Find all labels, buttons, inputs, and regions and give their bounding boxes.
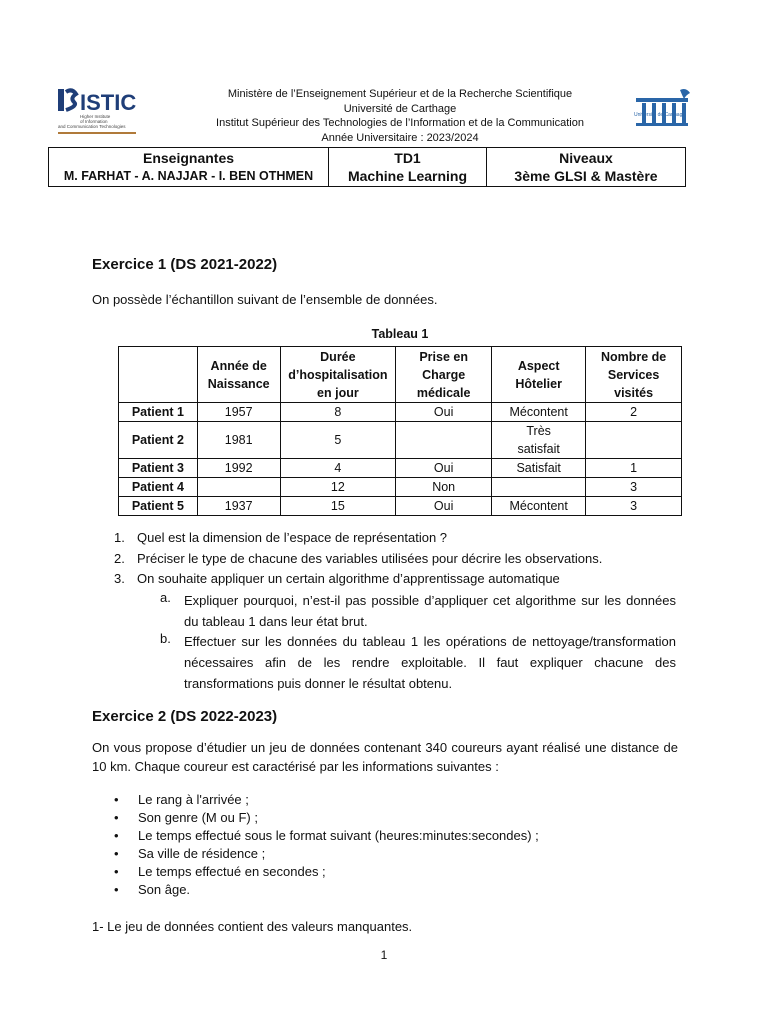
istic-logo <box>56 86 140 138</box>
list-item <box>114 881 539 899</box>
table-cell: 5 <box>280 422 396 459</box>
runner-attributes-list <box>114 791 539 899</box>
levels-value: 3ème GLSI & Mastère <box>514 168 658 184</box>
svg-text:Higher Institute: Higher Institute <box>80 114 111 119</box>
table-cell: 3 <box>586 497 682 516</box>
table-cell: 4 <box>280 459 396 478</box>
table-header-row <box>119 347 682 403</box>
table-cell: Patient 5 <box>119 497 198 516</box>
bullet-icon: • <box>114 846 119 861</box>
table-cell: Patient 1 <box>119 403 198 422</box>
table-cell: Très satisfait <box>492 422 586 459</box>
table-header-cell <box>119 347 198 403</box>
list-item <box>114 791 539 809</box>
list-item <box>114 528 448 549</box>
table-cell: Patient 3 <box>119 459 198 478</box>
table-row <box>119 459 682 478</box>
table-cell: Patient 4 <box>119 478 198 497</box>
table-cell: Mécontent <box>492 497 586 516</box>
bullet-icon: • <box>114 828 119 843</box>
table-header-cell: Année de Naissance <box>197 347 280 403</box>
question-text: On souhaite appliquer un certain algorithme d’apprentissage automatique <box>137 571 560 586</box>
table-cell: 15 <box>280 497 396 516</box>
table-cell: Satisfait <box>492 459 586 478</box>
course-name: Machine Learning <box>347 168 468 184</box>
td-title: TD1 <box>394 150 421 166</box>
list-item <box>114 569 560 590</box>
institution-header <box>150 87 650 145</box>
table-cell: 1981 <box>197 422 280 459</box>
course-header-table <box>48 147 686 187</box>
list-item-text: Le rang à l'arrivée ; <box>138 792 249 807</box>
exercise2-question1: 1- Le jeu de données contient des valeurs manquantes. <box>92 919 413 934</box>
university-carthage-logo <box>628 86 696 130</box>
svg-text:ISTIC: ISTIC <box>80 90 137 115</box>
list-item-text: Le temps effectué en secondes ; <box>138 864 326 879</box>
exercise1-questions <box>114 528 603 590</box>
bullet-icon: • <box>114 882 119 897</box>
levels-title: Niveaux <box>559 150 613 166</box>
table-cell: 1937 <box>197 497 280 516</box>
table-row <box>119 478 682 497</box>
table-cell: 3 <box>586 478 682 497</box>
table-header-cell: Aspect Hôtelier <box>492 347 586 403</box>
table-cell: 1 <box>586 459 682 478</box>
question-text: Préciser le type de chacune des variables utilisées pour décrire les observations. <box>137 550 603 566</box>
table-cell <box>492 478 586 497</box>
table-row <box>119 422 682 459</box>
exercise1-title: Exercice 1 (DS 2021-2022) <box>92 256 278 273</box>
exercise1-intro: On possède l’échantillon suivant de l’ensemble de données. <box>92 292 438 307</box>
bullet-icon: • <box>114 864 119 879</box>
subquestion-text: Expliquer pourquoi, n’est-il pas possible d’appliquer cet algorithme sur les données du tableau 1 dans leur état brut. <box>184 593 676 629</box>
table-row <box>119 497 682 516</box>
subquestion-number: a. <box>160 590 171 605</box>
table-cell: 8 <box>280 403 396 422</box>
academic-year-line: Année Universitaire : 2023/2024 <box>321 131 479 144</box>
list-item-text: Son genre (M ou F) ; <box>138 810 258 825</box>
ministry-line: Ministère de l’Enseignement Supérieur et de la Recherche Scientifique <box>227 88 573 100</box>
table-cell: Oui <box>396 497 492 516</box>
table-header-cell: Durée d’hospitalisation en jour <box>280 347 396 403</box>
question-number: 1. <box>114 530 125 545</box>
question-number: 2. <box>114 550 125 566</box>
table-row <box>119 403 682 422</box>
table-cell: 1992 <box>197 459 280 478</box>
table-cell: 2 <box>586 403 682 422</box>
page-number: 1 <box>380 948 388 962</box>
bullet-icon: • <box>114 792 119 807</box>
svg-text:of Information: of Information <box>80 119 108 124</box>
table-cell: Oui <box>396 403 492 422</box>
levels-cell <box>486 148 685 186</box>
question-number: 3. <box>114 571 125 586</box>
list-item-text: Son âge. <box>138 882 191 897</box>
table-cell <box>396 422 492 459</box>
table-cell: Mécontent <box>492 403 586 422</box>
list-item <box>114 845 539 863</box>
svg-text:Université de Carthage: Université de Carthage <box>634 112 686 118</box>
list-item-text: Le temps effectué sous le format suivant (heures:minutes:secondes) ; <box>138 828 539 843</box>
university-line: Université de Carthage <box>343 102 457 115</box>
list-item-text: Sa ville de résidence ; <box>138 846 266 861</box>
table-header-cell: Nombre de Services visités <box>586 347 682 403</box>
institute-line: Institut Supérieur des Technologies de l’Information et de la Communication <box>216 117 584 130</box>
table-cell <box>197 478 280 497</box>
teachers-title: Enseignantes <box>142 150 235 166</box>
exercise2-intro: On vous propose d’étudier un jeu de données contenant 340 coureurs ayant réalisé une distance de 10 km. Chaque coureur est caractérisé par les informations suivantes : <box>92 740 678 774</box>
course-cell <box>328 148 486 186</box>
table-cell: 1957 <box>197 403 280 422</box>
svg-text:and Communication Technologies: and Communication Technologies <box>58 124 126 129</box>
bullet-icon: • <box>114 810 119 825</box>
list-item <box>114 827 539 845</box>
list-item <box>114 809 539 827</box>
table-cell: Non <box>396 478 492 497</box>
subquestion-number: b. <box>160 631 171 646</box>
table-header-cell: Prise en Charge médicale <box>396 347 492 403</box>
teachers-names: M. FARHAT - A. NAJJAR - I. BEN OTHMEN <box>63 169 314 183</box>
table-cell: Patient 2 <box>119 422 198 459</box>
table-cell <box>586 422 682 459</box>
table-cell: Oui <box>396 459 492 478</box>
patients-table <box>118 346 682 516</box>
question-text: Quel est la dimension de l’espace de représentation ? <box>137 530 448 545</box>
teachers-cell <box>49 148 328 186</box>
exercise2-title: Exercice 2 (DS 2022-2023) <box>92 708 278 725</box>
table-caption: Tableau 1 <box>371 327 429 341</box>
list-item <box>114 863 539 881</box>
subquestion-text: Effectuer sur les données du tableau 1 les opérations de nettoyage/transformation nécessaires afin de les rendre exploitable. Il faut expliquer chacune des transformations puis donner le résultat obtenu. <box>184 634 676 691</box>
list-item <box>114 549 603 570</box>
table-cell: 12 <box>280 478 396 497</box>
